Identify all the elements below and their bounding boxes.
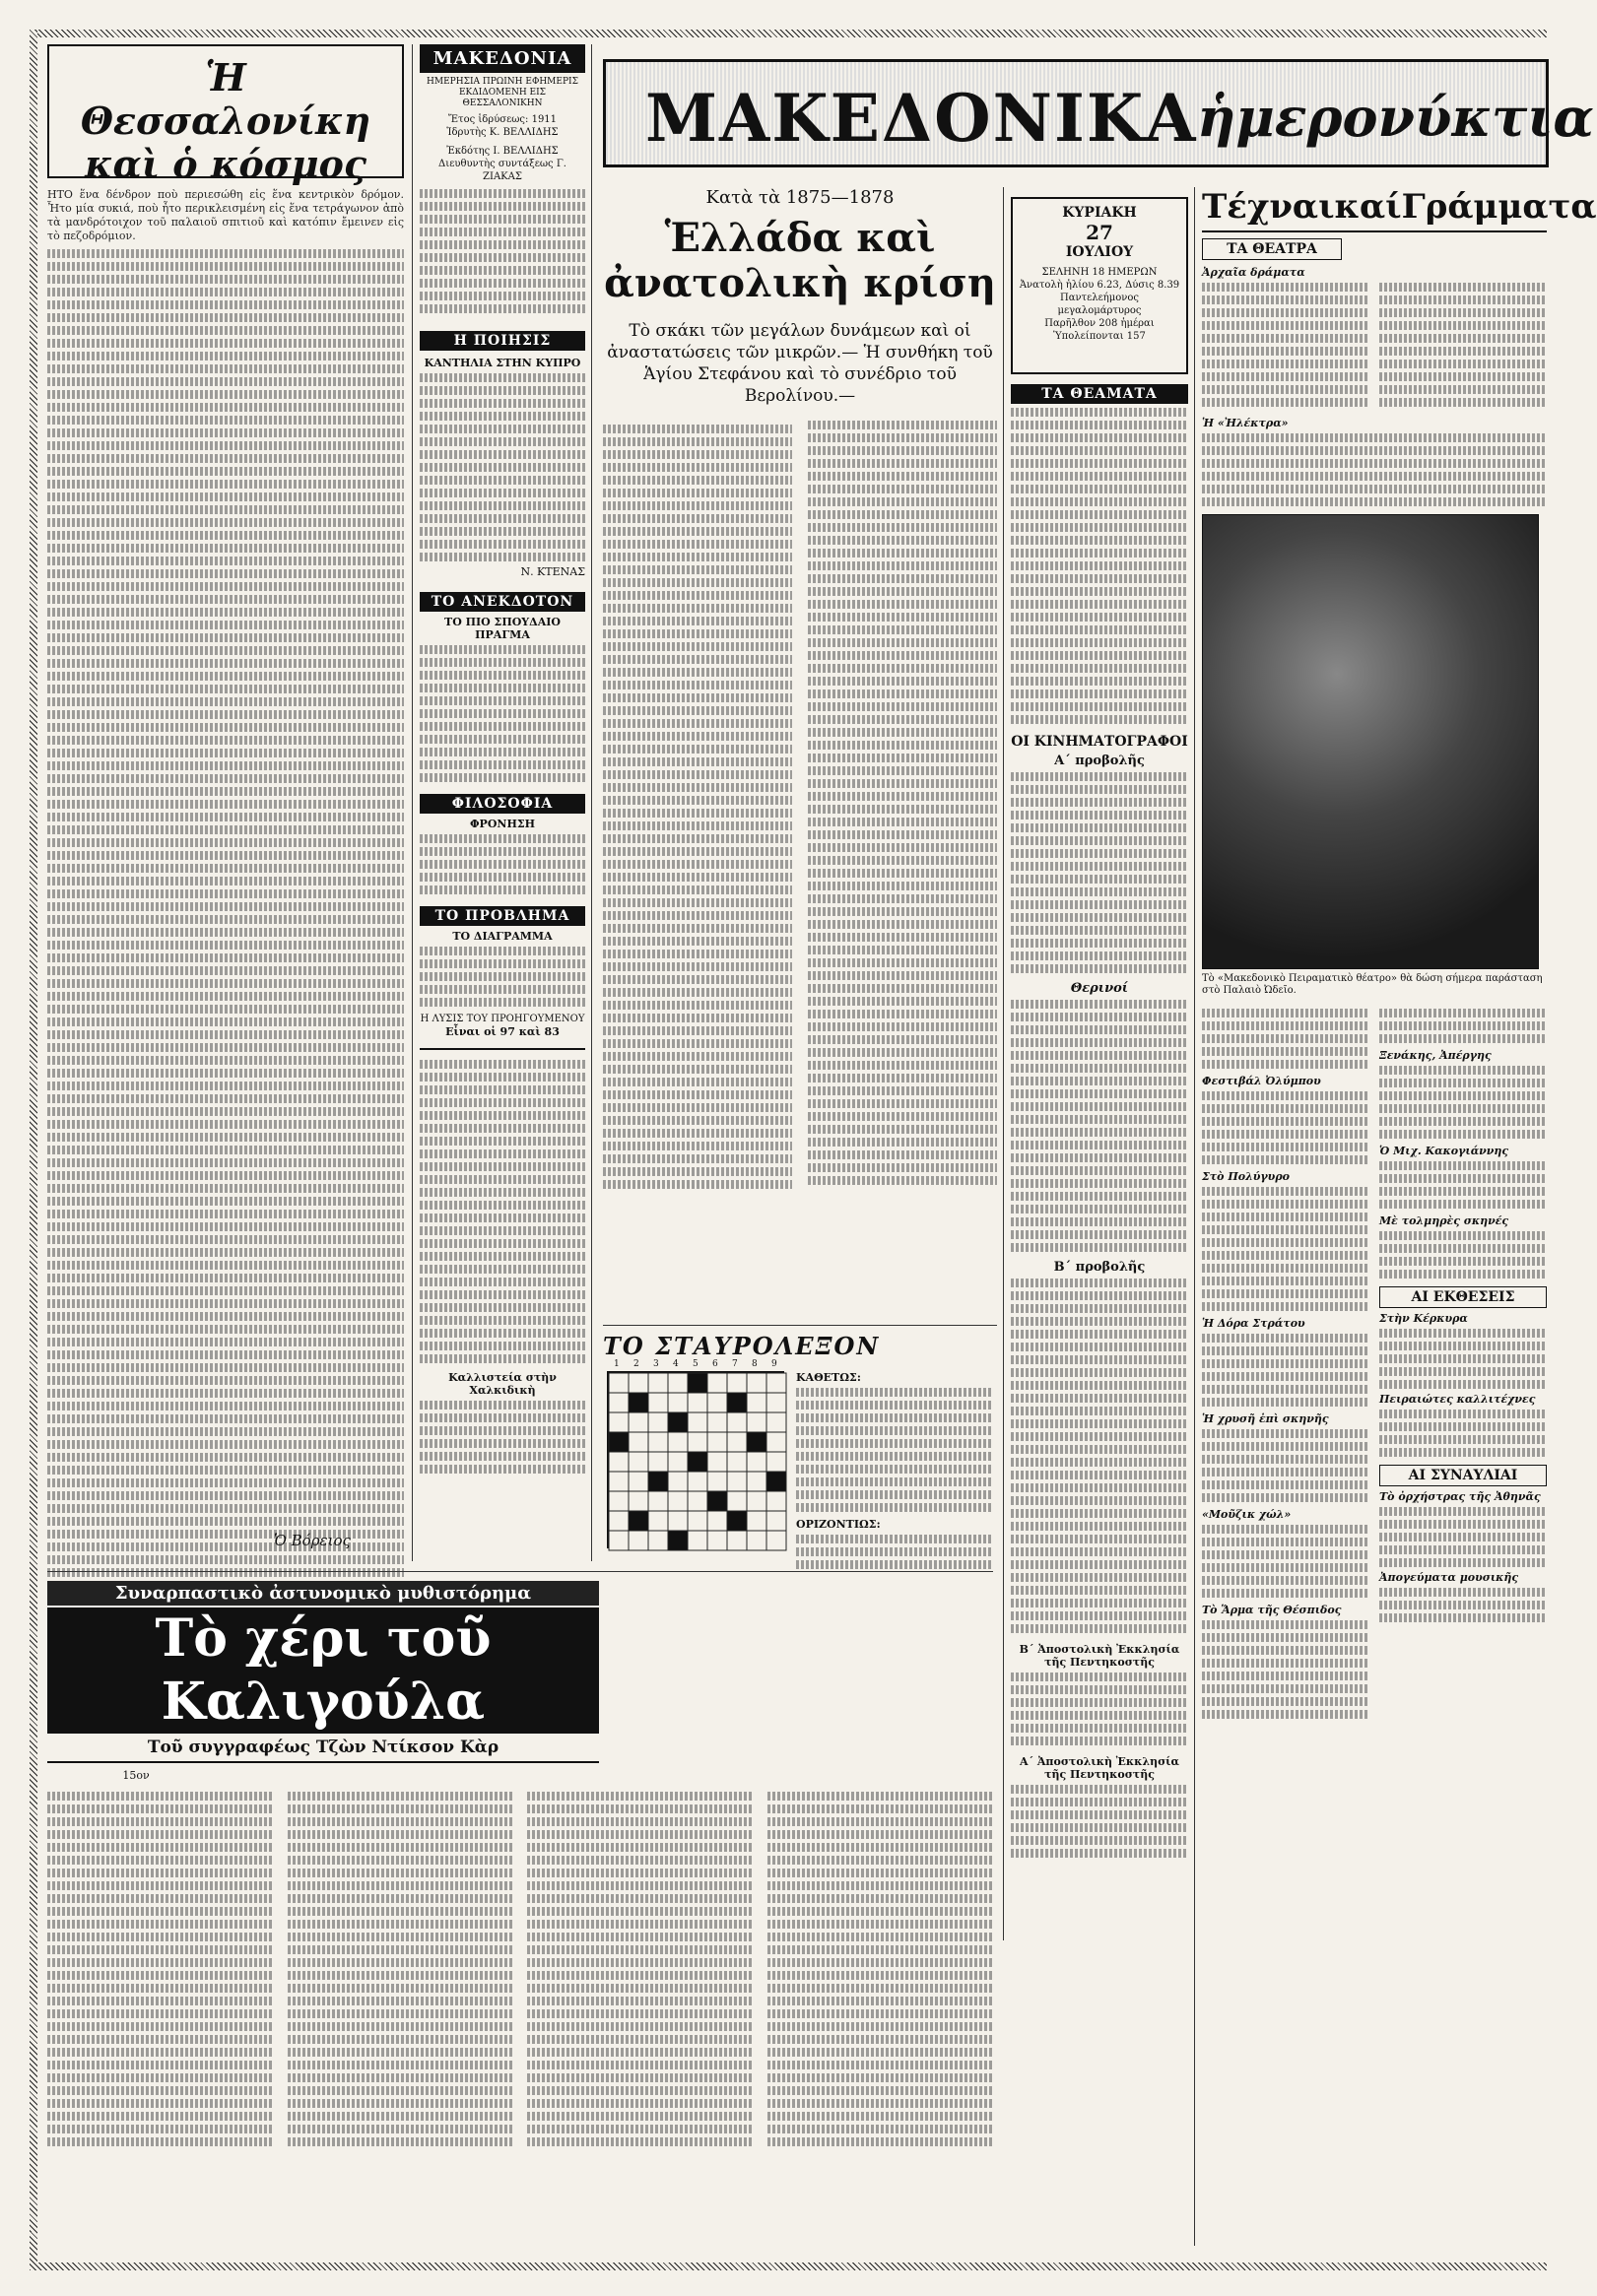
- crossword-cell: [727, 1412, 747, 1432]
- arts-item4: Ὁ Μιχ. Κακογιάννης: [1379, 1145, 1509, 1157]
- poems-author: Ν. ΚΤΕΝΑΣ: [520, 565, 585, 578]
- crossword-cell: [707, 1432, 727, 1452]
- main-article: [603, 187, 997, 1320]
- crossword-cell: [648, 1531, 668, 1550]
- crossword-clues: [796, 1371, 993, 1573]
- arts-item7: Ἡ χρυσῆ ἐπὶ σκηνῆς: [1202, 1412, 1329, 1425]
- crossword-cell: [609, 1393, 629, 1412]
- crossword-cell: [629, 1452, 648, 1472]
- crossword-cell: [727, 1373, 747, 1393]
- crossword-cell: [766, 1491, 786, 1511]
- crossword-cell: [609, 1511, 629, 1531]
- theatre-photo: [1202, 514, 1539, 969]
- crossword-cell: [668, 1452, 688, 1472]
- crossword-cell: [629, 1491, 648, 1511]
- crossword-cell: [648, 1432, 668, 1452]
- crossword-cell: [766, 1511, 786, 1531]
- crossword-number: 3: [653, 1359, 659, 1369]
- crossword-cell: [668, 1511, 688, 1531]
- crossword-number: 2: [633, 1359, 639, 1369]
- left-column-signature: Ὁ Βόρειος: [274, 1532, 351, 1549]
- arts-conc1: Τὸ ὀρχήστρας τῆς Ἀθηνᾶς: [1379, 1490, 1541, 1503]
- exhibition-1: Β΄ Ἀποστολικὴ Ἐκκλησία τῆς Πεντηκοστῆς: [1019, 1643, 1180, 1669]
- arts-item1: Ἀρχαῖα δράματα: [1202, 266, 1305, 279]
- crossword-cell: [609, 1452, 629, 1472]
- problem-header: ΤΟ ΠΡΟΒΛΗΜΑ: [420, 906, 585, 926]
- crossword-cell: [707, 1373, 727, 1393]
- crossword-cell: [648, 1452, 668, 1472]
- crossword-cell: [629, 1412, 648, 1432]
- problem-title: ΤΟ ΔΙΑΓΡΑΜΜΑ: [452, 930, 553, 943]
- date-number: 27: [1086, 221, 1113, 244]
- exhibition-2: Α΄ Ἀποστολικὴ Ἐκκλησία τῆς Πεντηκοστῆς: [1020, 1755, 1179, 1781]
- crossword-cell: [688, 1511, 707, 1531]
- crossword-grid: [607, 1371, 784, 1548]
- second-run-header: Β΄ προβολῆς: [1053, 1260, 1146, 1275]
- nameday-title: Καλλιστεία στὴν Χαλκιδικὴ: [448, 1371, 557, 1397]
- crossword-cell: [629, 1511, 648, 1531]
- masthead-publisher: Ἐκδότης Ι. ΒΕΛΛΙΔΗΣ: [446, 146, 559, 157]
- arts-item8: «Μοῦζικ χώλ»: [1202, 1508, 1292, 1521]
- crossword-cell: [727, 1472, 747, 1491]
- left-column: [47, 44, 404, 1561]
- crossword-cell: [629, 1531, 648, 1550]
- theatres-header: ΤΑ ΘΕΑΜΑΤΑ: [1011, 384, 1188, 404]
- crossword-cell: [648, 1472, 668, 1491]
- crossword-cell: [747, 1511, 766, 1531]
- crossword-cell: [668, 1393, 688, 1412]
- crossword-cell: [688, 1491, 707, 1511]
- date-saint: Παντελεήμονος μεγαλομάρτυρος: [1057, 293, 1142, 316]
- crossword-cell: [707, 1412, 727, 1432]
- crossword-number: 6: [712, 1359, 718, 1369]
- masthead-founded: Ἔτος ἱδρύσεως: 1911: [447, 114, 558, 125]
- crossword-cell: [609, 1531, 629, 1550]
- nameday-table: [420, 1048, 585, 1363]
- crossword-cell: [727, 1393, 747, 1412]
- crossword-cell: [707, 1472, 727, 1491]
- crossword-cell: [648, 1511, 668, 1531]
- concerts-header: ΑΙ ΣΥΝΑΥΛΙΑΙ: [1379, 1465, 1547, 1486]
- crossword-cell: [668, 1412, 688, 1432]
- date-month: ΙΟΥΛΙΟΥ: [1065, 244, 1134, 260]
- crossword-cell: [609, 1472, 629, 1491]
- masthead-column: [420, 44, 585, 1561]
- crossword-cell: [609, 1432, 629, 1452]
- crossword-cell: [747, 1531, 766, 1550]
- crossword-cell: [668, 1491, 688, 1511]
- crossword-cell: [648, 1412, 668, 1432]
- arts-theatre-header: ΤΑ ΘΕΑΤΡΑ: [1202, 238, 1342, 260]
- crossword-title: ΤΟ ΣΤΑΥΡΟΛΕΞΟΝ: [603, 1332, 881, 1360]
- crossword-number: 9: [771, 1359, 777, 1369]
- crossword-cell: [707, 1491, 727, 1511]
- philosophy-header: ΦΙΛΟΣΟΦΙΑ: [420, 794, 585, 814]
- summer-header: Θερινοί: [1070, 981, 1129, 996]
- crossword-number: 4: [673, 1359, 679, 1369]
- crossword-numbers: [607, 1359, 784, 1371]
- arts-conc2: Ἀπογεύματα μουσικῆς: [1379, 1571, 1519, 1584]
- banner-left: ΜΑΚΕΔΟΝΙΚΑ: [645, 80, 1198, 157]
- date-moon: ΣΕΛΗΝΗ 18 ΗΜΕΡΩΝ: [1041, 267, 1158, 278]
- serial-chapter: 15ον: [122, 1769, 150, 1782]
- left-column-body: [47, 249, 404, 1590]
- arts-column: [1202, 187, 1597, 2256]
- crossword-cell: [648, 1491, 668, 1511]
- article-subhead: Τὸ σκάκι τῶν μεγάλων δυνάμεων καὶ οἱ ἀναστατώσεις τῶν μικρῶν.— Ἡ συνθήκη τοῦ Ἁγίου Στεφάνου καὶ τὸ συνέδριο τοῦ Βερολίνου.—: [607, 321, 993, 406]
- arts-right-subcol: [1379, 1005, 1547, 1723]
- photo-caption: Τὸ «Μακεδονικὸ Πειραματικὸ θέατρο» θὰ δώση σήμερα παράσταση στὸ Παλαιὸ Ὠδεῖο.: [1202, 973, 1543, 996]
- crossword-number: 1: [614, 1359, 620, 1369]
- page-top-border: [30, 30, 1547, 37]
- serial: [47, 1581, 993, 2261]
- serial-author: Τοῦ συγγραφέως Τζὼν Ντίκσον Κὰρ: [47, 1738, 599, 1763]
- arts-item5: Μὲ τολμηρὲς σκηνές: [1379, 1214, 1509, 1227]
- left-column-header: [47, 44, 404, 186]
- crossword-cell: [727, 1432, 747, 1452]
- serial-title: Τὸ χέρι τοῦ Καλιγούλα: [47, 1607, 599, 1734]
- crossword-cell: [629, 1432, 648, 1452]
- page-left-border: [30, 30, 37, 2270]
- crossword-cell: [648, 1393, 668, 1412]
- arts-exh2: Πειραιώτες καλλιτέχνες: [1379, 1393, 1536, 1406]
- crossword-cell: [766, 1393, 786, 1412]
- crossword-cell: [688, 1531, 707, 1550]
- solution-text: Εἶναι οἱ 97 καὶ 83: [445, 1025, 560, 1038]
- crossword-cell: [688, 1432, 707, 1452]
- crossword-cell: [727, 1491, 747, 1511]
- solution-label: Η ΛΥΣΙΣ ΤΟΥ ΠΡΟΗΓΟΥΜΕΝΟΥ: [420, 1014, 585, 1024]
- arts-exh1: Στὴν Κέρκυρα: [1379, 1312, 1468, 1325]
- crossword-cell: [688, 1472, 707, 1491]
- crossword-number: 7: [732, 1359, 738, 1369]
- exhibitions-header: ΑΙ ΕΚΘΕΣΕΙΣ: [1379, 1286, 1547, 1308]
- crossword-cell: [609, 1412, 629, 1432]
- crossword-cell: [629, 1393, 648, 1412]
- crossword-cell: [668, 1432, 688, 1452]
- crossword-cell: [707, 1511, 727, 1531]
- crossword-cell: [766, 1531, 786, 1550]
- philosophy-title: ΦΡΟΝΗΣΗ: [469, 818, 536, 830]
- masthead-name: ΜΑΚΕΔΟΝΙΑ: [433, 48, 572, 69]
- article-kicker: Κατὰ τὰ 1875—1878: [705, 187, 895, 208]
- arts-left-subcol: [1202, 1005, 1369, 1723]
- crossword-cell: [766, 1373, 786, 1393]
- poems-title: ΚΑΝΤΗΛΙΑ ΣΤΗΝ ΚΥΠΡΟ: [424, 357, 581, 369]
- left-column-title: Ἡ Θεσσαλονίκη καὶ ὁ κόσμος: [80, 55, 371, 186]
- crossword-cell: [747, 1373, 766, 1393]
- crossword-cell: [766, 1472, 786, 1491]
- serial-kicker: Συναρπαστικὸ ἀστυνομικὸ μυθιστόρημα: [47, 1581, 599, 1606]
- crossword-cell: [668, 1531, 688, 1550]
- masthead-subtitle: ΗΜΕΡΗΣΙΑ ΠΡΩΙΝΗ ΕΦΗΜΕΡΙΣ ΕΚΔΙΔΟΜΕΝΗ ΕΙΣ ΘΕΣΣΑΛΟΝΙΚΗΝ: [427, 77, 578, 108]
- crossword-cell: [747, 1452, 766, 1472]
- crossword: [603, 1332, 997, 1568]
- article-headline: Ἑλλάδα καὶ ἀνατολικὴ κρίση: [604, 215, 996, 306]
- anecdote-header: ΤΟ ΑΝΕΚΔΟΤΟΝ: [420, 592, 585, 612]
- poems-header: Η ΠΟΙΗΣΙΣ: [420, 331, 585, 351]
- crossword-cell: [629, 1472, 648, 1491]
- crossword-cell: [727, 1452, 747, 1472]
- crossword-cell: [766, 1432, 786, 1452]
- left-column-lead: ΗΤΟ ἕνα δένδρον ποὺ περιεσώθη εἰς ἕνα κεντρικὸν δρόμον. Ἦτο μία συκιά, ποὺ ἦτο περικλεισμένη εἰς ἕνα τετράγωνον ἀπὸ τὰ μανδρότοιχον τοῦ παλαιοῦ σπιτιοῦ καὶ κατόπιν ἔμεινεν εἰς τὸ πεζοδρόμιον.: [47, 188, 404, 242]
- crossword-cell: [766, 1452, 786, 1472]
- arts-item9: Τὸ Ἅρμα τῆς Θέσπιδος: [1202, 1604, 1342, 1616]
- crossword-cell: [688, 1412, 707, 1432]
- page-bottom-border: [30, 2263, 1547, 2270]
- main-banner: [603, 59, 1594, 167]
- crossword-cell: [727, 1511, 747, 1531]
- arts-item2: Ἡ «Ἠλέκτρα»: [1202, 417, 1289, 429]
- crossword-cell: [747, 1432, 766, 1452]
- crossword-cell: [668, 1373, 688, 1393]
- date-left: Ὑπολείπονται 157: [1053, 331, 1146, 342]
- masthead-director: Διευθυντὴς συντάξεως Γ. ΖΙΑΚΑΣ: [438, 159, 566, 182]
- arts-festival: Φεστιβάλ Ὀλύμπου: [1202, 1075, 1321, 1087]
- crossword-cell: [747, 1472, 766, 1491]
- crossword-cell: [707, 1531, 727, 1550]
- crossword-number: 5: [693, 1359, 699, 1369]
- arts-item3: Στὸ Πολύγυρο: [1202, 1170, 1290, 1183]
- masthead-founder: Ἱδρυτὴς Κ. ΒΕΛΛΙΔΗΣ: [446, 127, 559, 138]
- crossword-cell: [747, 1412, 766, 1432]
- crossword-cell: [766, 1412, 786, 1432]
- crossword-cell: [747, 1393, 766, 1412]
- first-run-header: Α΄ προβολῆς: [1054, 754, 1145, 768]
- masthead-logo: [420, 44, 585, 73]
- crossword-cell: [727, 1531, 747, 1550]
- crossword-cell: [688, 1452, 707, 1472]
- crossword-cell: [707, 1452, 727, 1472]
- date-sun: Ἀνατολὴ ἡλίου 6.23, Δύσις 8.39: [1019, 280, 1180, 291]
- crossword-cell: [747, 1491, 766, 1511]
- crossword-across-label: ΟΡΙΖΟΝΤΙΩΣ:: [796, 1518, 881, 1531]
- crossword-cell: [648, 1373, 668, 1393]
- crossword-cell: [688, 1373, 707, 1393]
- crossword-cell: [707, 1393, 727, 1412]
- arts-banner: ΤέχναικαίΓράμματα: [1202, 187, 1547, 232]
- cinemas-header: ΟΙ ΚΙΝΗΜΑΤΟΓΡΑΦΟΙ: [1011, 734, 1188, 750]
- crossword-number: 8: [752, 1359, 758, 1369]
- crossword-cell: [688, 1393, 707, 1412]
- crossword-down-label: ΚΑΘΕΤΩΣ:: [796, 1371, 861, 1384]
- crossword-cell: [668, 1472, 688, 1491]
- date-passed: Παρῆλθον 208 ἡμέραι: [1044, 318, 1155, 329]
- crossword-cell: [609, 1491, 629, 1511]
- crossword-cell: [609, 1373, 629, 1393]
- banner-right: ἡμερονύκτια: [1197, 86, 1594, 149]
- date-box: [1011, 197, 1188, 374]
- anecdote-title: ΤΟ ΠΙΟ ΣΠΟΥΔΑΙΟ ΠΡΑΓΜΑ: [444, 616, 561, 641]
- date-day: ΚΥΡΙΑΚΗ: [1062, 205, 1137, 221]
- arts-item6: Ἡ Δόρα Στράτου: [1202, 1317, 1305, 1330]
- arts-xenakis: Ξενάκης, Ἀπέργης: [1379, 1049, 1492, 1062]
- theatres-column: [1011, 384, 1188, 1940]
- crossword-cell: [629, 1373, 648, 1393]
